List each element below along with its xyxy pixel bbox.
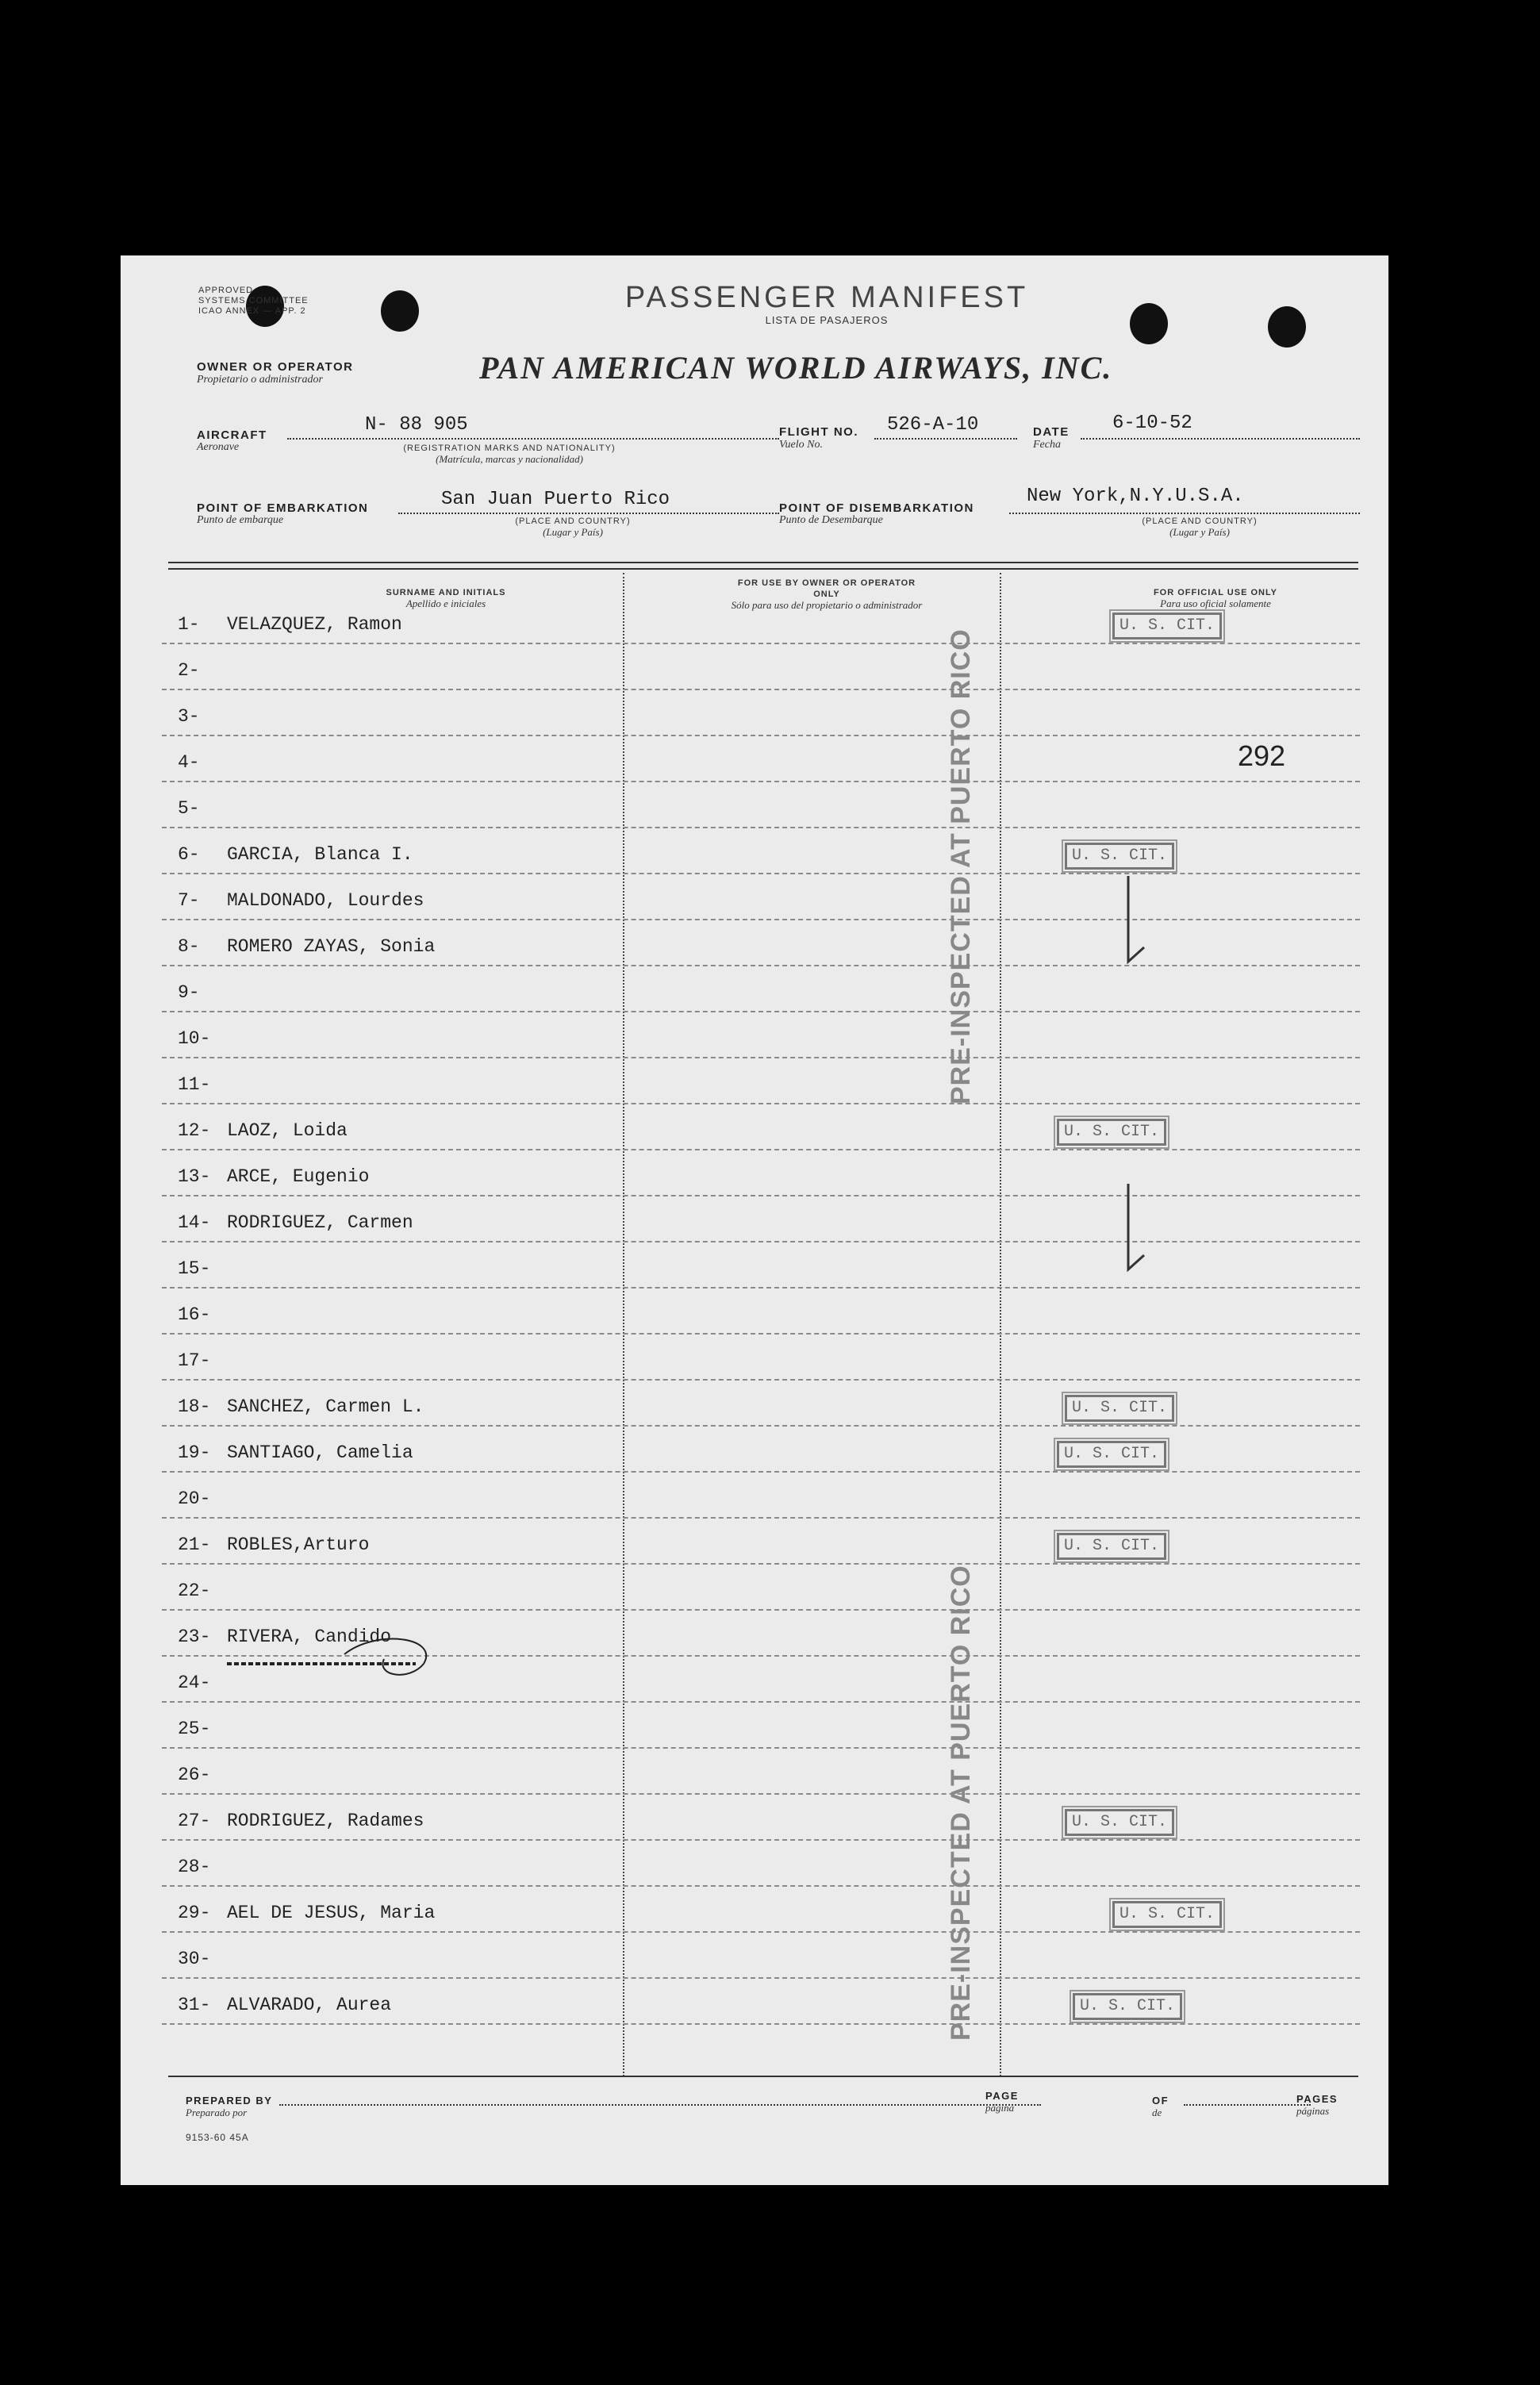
row-line [162,1425,1360,1427]
prepared-label-es: Preparado por [186,2107,248,2118]
of-label-es: de [1152,2107,1162,2118]
manifest-sheet [121,255,1388,2185]
row-line [162,1609,1360,1611]
owner-header-en: FOR USE BY OWNER OR OPERATOR ONLY [737,578,916,599]
us-citizen-stamp: U. S. CIT. [1065,1809,1174,1836]
owner-label: OWNER OR OPERATOR [197,360,354,374]
punch-hole [1268,306,1306,348]
date-value: 6-10-52 [1112,413,1192,434]
prepared-label: PREPARED BY [186,2095,273,2107]
row-number: 7- [178,890,200,911]
page-label-es: página [985,2102,1015,2114]
row-line [162,1471,1360,1473]
row-number: 10- [178,1028,211,1049]
name-column-header [240,587,652,610]
passenger-name: RODRIGUEZ, Carmen [227,1212,413,1233]
row-line [162,1839,1360,1841]
owner-value: PAN AMERICAN WORLD AIRWAYS, INC. [479,350,1113,386]
row-number: 19- [178,1442,211,1463]
registration-note [359,443,660,466]
page-number: 292 [1238,739,1286,772]
owner-label-es: Propietario o administrador [197,374,323,386]
us-citizen-stamp: U. S. CIT. [1112,1901,1222,1928]
row-line [162,1057,1360,1058]
bracket-mark [1104,874,1168,970]
passenger-name: GARCIA, Blanca I. [227,844,413,865]
punch-hole [1130,303,1168,344]
row-line [162,1885,1360,1887]
place-note-es: (Lugar y País) [1169,526,1230,538]
punch-hole [381,290,419,332]
passenger-name: SANCHEZ, Carmen L. [227,1396,424,1417]
aircraft-value: N- 88 905 [365,414,468,436]
row-line [162,1287,1360,1289]
row-number: 4- [178,752,200,773]
approval-line: ICAO ANNEX — APP. 2 [198,306,306,316]
row-number: 23- [178,1626,211,1647]
row-line [162,919,1360,920]
footer-rule [168,2076,1358,2077]
row-number: 26- [178,1765,211,1785]
row-line [162,1103,1360,1104]
row-number: 8- [178,936,200,957]
row-number: 30- [178,1949,211,1969]
row-line [162,827,1360,828]
header-rule [168,562,1358,563]
official-header-en: FOR OFFICIAL USE ONLY [1153,588,1278,597]
aircraft-underline [287,438,779,440]
column-divider [1000,573,1001,2076]
row-number: 21- [178,1534,211,1555]
embark-place-note [470,516,676,539]
place-note-en: (PLACE AND COUNTRY) [515,517,631,526]
row-number: 16- [178,1304,211,1325]
strike-scribble [225,1632,447,1680]
page-label: PAGE [985,2090,1019,2102]
passenger-name: RIVERA, Candido [227,1626,392,1647]
us-citizen-stamp: U. S. CIT. [1073,1993,1182,2020]
passenger-name: MALDONADO, Lourdes [227,890,424,911]
date-label-es: Fecha [1033,439,1061,451]
header-rule [168,568,1358,570]
pre-inspected-stamp: PRE-INSPECTED AT PUERTO RICO [946,1565,976,2041]
embark-underline [398,513,779,514]
approval-line: APPROVED [198,286,254,295]
us-citizen-stamp: U. S. CIT. [1065,1395,1174,1422]
place-note-es: (Lugar y País) [543,526,603,538]
row-line [162,1701,1360,1703]
owner-column-header [724,578,930,612]
disembark-underline [1009,513,1360,514]
place-note-en: (PLACE AND COUNTRY) [1142,517,1258,526]
row-line [162,643,1360,644]
embark-label: POINT OF EMBARKATION [197,501,369,515]
disembark-value: New York,N.Y.U.S.A. [1027,486,1244,507]
official-header-es: Para uso oficial solamente [1160,597,1271,609]
embark-value: San Juan Puerto Rico [441,489,670,510]
embark-label-es: Punto de embarque [197,514,284,526]
form-subtitle: LISTA DE PASAJEROS [765,314,889,326]
pages-label-es: páginas [1296,2105,1330,2117]
registration-note-es: (Matrícula, marcas y nacionalidad) [436,453,583,465]
row-number: 31- [178,1995,211,2015]
row-line [162,1149,1360,1150]
owner-header-es: Sólo para uso del propietario o administrador [731,599,923,611]
row-number: 15- [178,1258,211,1279]
disembark-label-es: Punto de Desembarque [779,514,883,526]
us-citizen-stamp: U. S. CIT. [1057,1119,1166,1146]
passenger-name: ROBLES,Arturo [227,1534,370,1555]
row-line [162,1563,1360,1565]
flight-underline [874,438,1017,440]
row-number: 9- [178,982,200,1003]
row-number: 27- [178,1811,211,1831]
approval-line: SYSTEMS COMMITTEE [198,296,309,305]
row-number: 13- [178,1166,211,1187]
us-citizen-stamp: U. S. CIT. [1057,1533,1166,1560]
disembark-label: POINT OF DISEMBARKATION [779,501,974,515]
row-number: 14- [178,1212,211,1233]
pre-inspected-stamp: PRE-INSPECTED AT PUERTO RICO [946,628,976,1104]
flight-label-es: Vuelo No. [779,439,823,451]
pages-label: PAGES [1296,2093,1338,2105]
date-label: DATE [1033,425,1070,439]
row-number: 3- [178,706,200,727]
name-header-en: SURNAME AND INITIALS [386,588,506,597]
passenger-name: ALVARADO, Aurea [227,1995,392,2015]
row-line [162,735,1360,736]
passenger-name: VELAZQUEZ, Ramon [227,614,402,635]
disembark-place-note [1096,516,1303,539]
row-number: 5- [178,798,200,819]
bracket-mark [1104,1182,1168,1277]
row-number: 2- [178,660,200,681]
row-number: 1- [178,614,200,635]
row-line [162,1931,1360,1933]
passenger-name: ARCE, Eugenio [227,1166,370,1187]
flight-label: FLIGHT NO. [779,425,858,439]
row-number: 25- [178,1719,211,1739]
row-line [162,1977,1360,1979]
us-citizen-stamp: U. S. CIT. [1112,613,1222,639]
row-number: 22- [178,1580,211,1601]
row-line [162,1747,1360,1749]
date-underline [1081,438,1360,440]
of-label: OF [1152,2095,1169,2107]
row-line [162,689,1360,690]
row-line [162,1793,1360,1795]
us-citizen-stamp: U. S. CIT. [1065,843,1174,870]
form-title: PASSENGER MANIFEST [624,281,1029,314]
row-line [162,1379,1360,1381]
row-line [162,1195,1360,1196]
row-line [162,1011,1360,1012]
passenger-name: SANTIAGO, Camelia [227,1442,413,1463]
row-line [162,1241,1360,1242]
passenger-name: LAOZ, Loida [227,1120,348,1141]
passenger-name: AEL DE JESUS, Maria [227,1903,436,1923]
row-number: 12- [178,1120,211,1141]
flight-value: 526-A-10 [887,414,979,436]
passenger-name: RODRIGUEZ, Radames [227,1811,424,1831]
form-code: 9153-60 45A [186,2132,249,2143]
row-number: 24- [178,1673,211,1693]
of-underline [1184,2104,1311,2106]
registration-note-en: (REGISTRATION MARKS AND NATIONALITY) [403,444,616,453]
aircraft-label: AIRCRAFT [197,428,267,442]
row-number: 11- [178,1074,211,1095]
row-line [162,1517,1360,1519]
passenger-name: ROMERO ZAYAS, Sonia [227,936,436,957]
row-number: 17- [178,1350,211,1371]
row-number: 28- [178,1857,211,1877]
name-header-es: Apellido e iniciales [405,597,486,609]
row-line [162,781,1360,782]
column-divider [623,573,624,2076]
row-line [162,2023,1360,2025]
row-line [162,1333,1360,1335]
row-number: 20- [178,1488,211,1509]
row-line [162,965,1360,966]
us-citizen-stamp: U. S. CIT. [1057,1441,1166,1468]
official-column-header [1089,587,1342,610]
row-number: 18- [178,1396,211,1417]
aircraft-label-es: Aeronave [197,441,240,453]
row-number: 29- [178,1903,211,1923]
row-number: 6- [178,844,200,865]
approval-block [198,286,309,317]
prepared-underline [279,2104,1041,2106]
row-line [162,873,1360,874]
